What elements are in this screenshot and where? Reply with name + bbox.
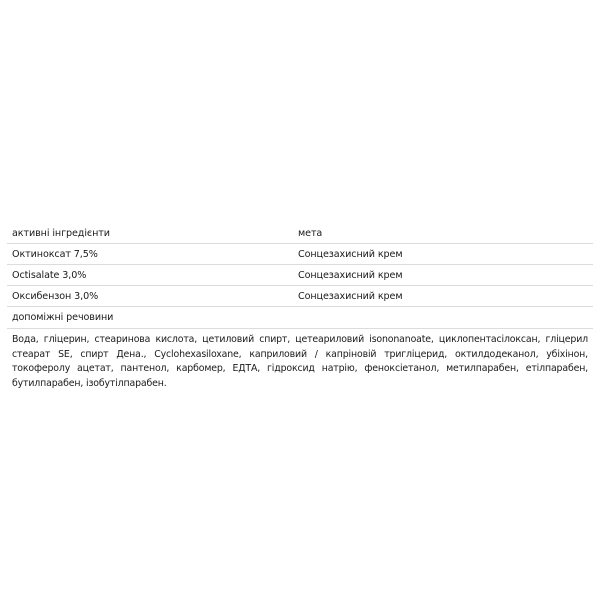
ingredient-name: Октиноксат 7,5% <box>12 248 98 260</box>
ingredient-purpose: Сонцезахисний крем <box>298 269 403 281</box>
purpose-header: мета <box>298 227 323 239</box>
table-row <box>7 286 593 307</box>
table-header-row <box>7 223 593 244</box>
active-ingredients-header: активні інгредієнти <box>12 227 110 239</box>
ingredient-purpose: Сонцезахисний крем <box>298 290 403 302</box>
inactive-ingredients-header: допоміжні речовини <box>12 312 114 323</box>
ingredient-name: Оксибензон 3,0% <box>12 290 99 302</box>
inactive-ingredients-header-row <box>7 307 593 329</box>
inactive-ingredients-list: Вода, гліцерин, стеаринова кислота, цетиловий спирт, цетеариловий isononanoate, циклопентасілоксан, гліцерил стеарат SE, спирт Дена., Cyclohexasiloxane, каприловий / капріновій тригліцерид, октилдодеканол, убіхінон, токоферолу ацетат, пантенол, карбомер, ЕДТА, гідроксид натрію, феноксіетанол, метилпарабен, етілпарабен, бутилпарабен, ізобутілпарабен. <box>12 334 588 389</box>
ingredient-purpose: Сонцезахисний крем <box>298 248 403 260</box>
ingredient-name: Octisalate 3,0% <box>12 269 87 281</box>
table-row <box>7 244 593 265</box>
table-row <box>7 265 593 286</box>
drug-facts-table <box>7 223 593 391</box>
